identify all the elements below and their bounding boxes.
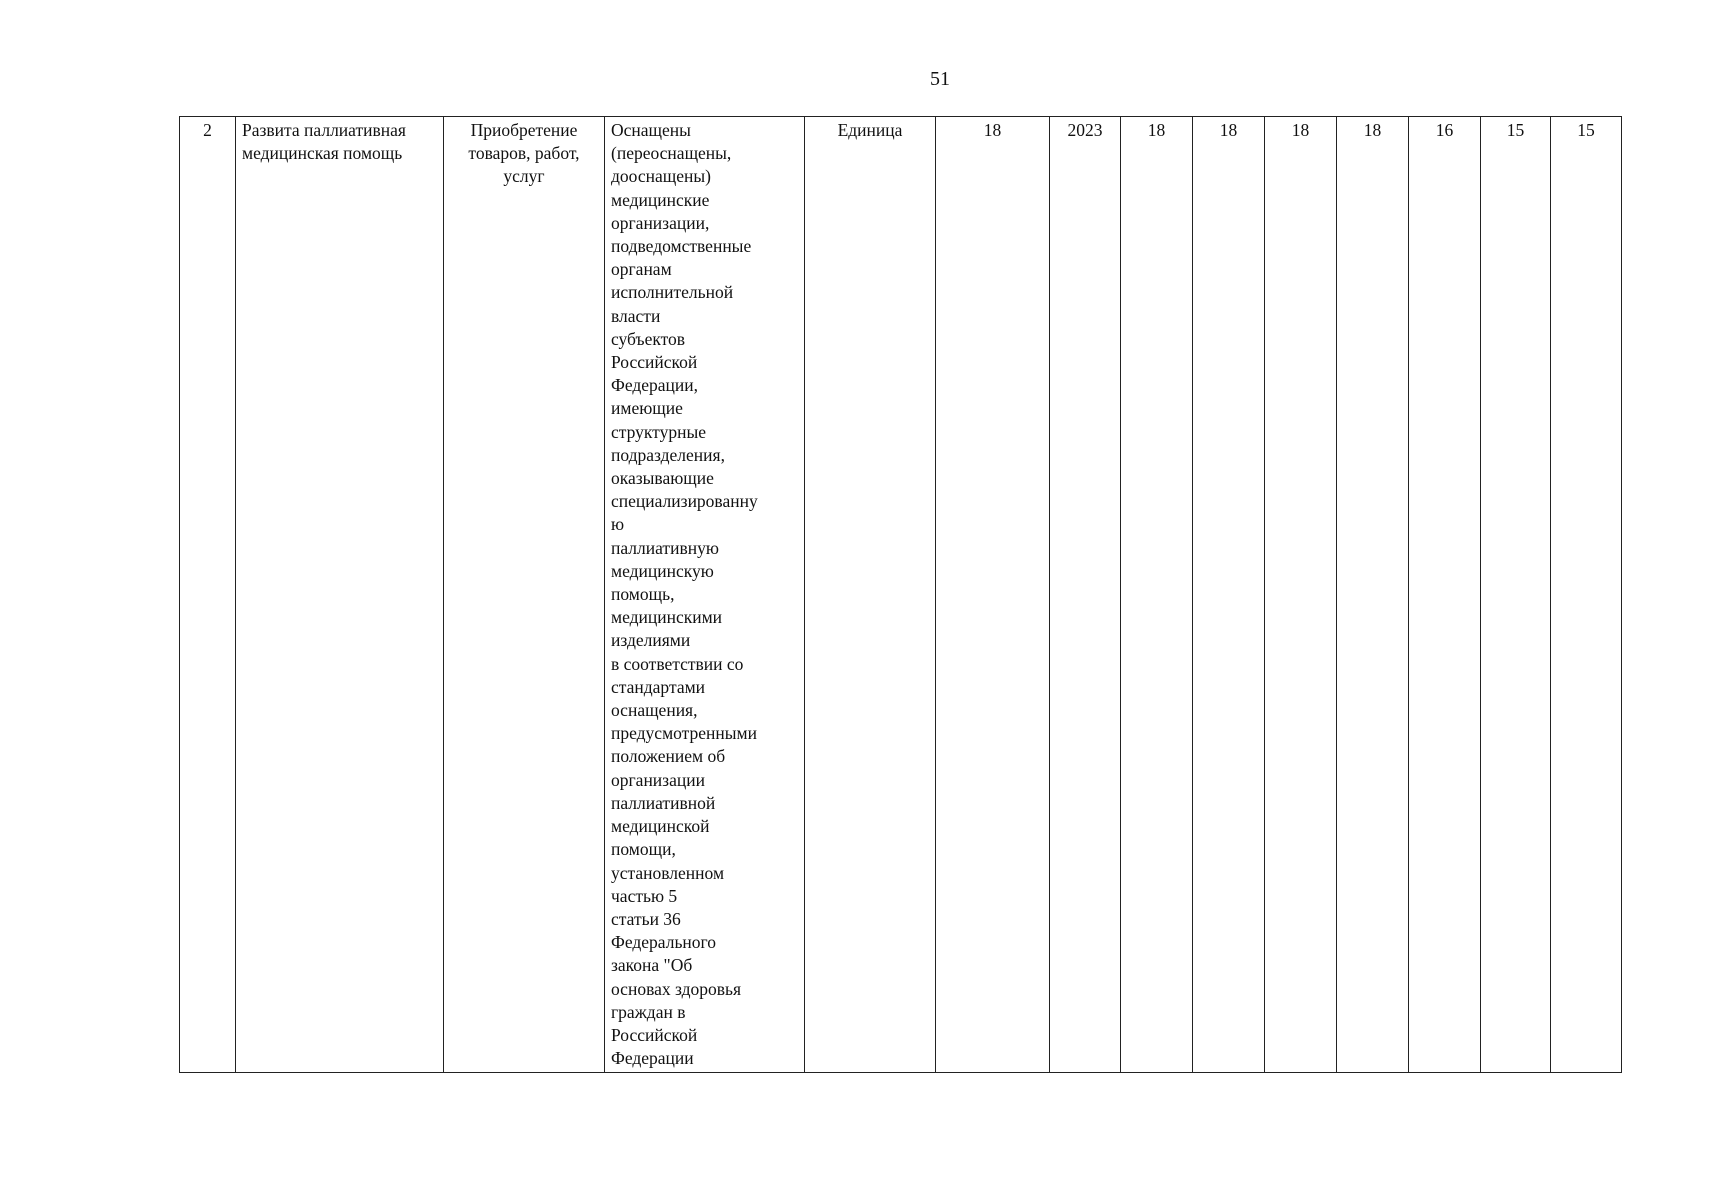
description-line: Федерации, — [611, 375, 699, 396]
description-line: Оснащены — [611, 120, 691, 140]
cell-value-5: 16 — [1409, 117, 1481, 1073]
description-line: подразделения, — [611, 444, 725, 465]
description-line: медицинскую — [611, 560, 714, 581]
description-line: дооснащены) — [611, 166, 711, 187]
description-line: организации — [611, 769, 705, 790]
description-line: установленном — [611, 862, 725, 883]
description-line: исполнительной — [611, 282, 734, 303]
cell-description — [605, 117, 805, 1073]
description-line: закона "Об — [611, 955, 693, 976]
table-row — [180, 117, 1622, 1073]
description-line: статьи 36 — [611, 908, 681, 929]
description-line: медицинские — [611, 189, 710, 210]
description-line: положением об — [611, 746, 726, 767]
description-line: Российской — [611, 352, 698, 373]
description-line: организации, — [611, 212, 710, 233]
description-line: стандартами — [611, 676, 706, 697]
results-table — [179, 116, 1622, 1073]
description-line: подведомственные — [611, 236, 752, 257]
description-line: Российской — [611, 1024, 698, 1045]
description-line: в соответствии со — [611, 653, 744, 674]
cell-value-2: 18 — [1193, 117, 1265, 1073]
cell-value-7: 15 — [1551, 117, 1622, 1073]
description-line: оснащения, — [611, 700, 698, 721]
cell-base-value: 18 — [936, 117, 1050, 1073]
cell-project: Развита паллиативная медицинская помощь — [236, 117, 444, 1073]
description-line: изделиями — [611, 630, 691, 651]
description-line: предусмотренными — [611, 723, 757, 744]
description-line: основах здоровья — [611, 978, 742, 999]
description-line: (переоснащены, — [611, 143, 732, 164]
description-line: медицинской — [611, 816, 710, 837]
cell-value-3: 18 — [1265, 117, 1337, 1073]
cell-activity: Приобретение товаров, работ, услуг — [444, 117, 605, 1073]
cell-value-6: 15 — [1481, 117, 1551, 1073]
description-line: помощи, — [611, 839, 676, 860]
description-line: паллиативную — [611, 537, 719, 558]
cell-base-year: 2023 — [1050, 117, 1121, 1073]
description-line: органам — [611, 259, 672, 280]
description-line: Федерального — [611, 932, 717, 953]
description-line: имеющие — [611, 398, 683, 419]
page-number: 51 — [930, 68, 950, 90]
description-line: ю — [611, 514, 625, 535]
description-line: Федерации — [611, 1048, 694, 1069]
description-line: субъектов — [611, 328, 686, 349]
description-line: структурные — [611, 421, 706, 442]
description-line: частью 5 — [611, 885, 678, 906]
cell-unit: Единица — [805, 117, 936, 1073]
cell-value-4: 18 — [1337, 117, 1409, 1073]
cell-number: 2 — [180, 117, 236, 1073]
description-line: специализированну — [611, 491, 758, 512]
description-line: власти — [611, 305, 661, 326]
description-line: помощь, — [611, 584, 675, 605]
cell-value-1: 18 — [1121, 117, 1193, 1073]
description-line: оказывающие — [611, 468, 714, 489]
description-line: граждан в — [611, 1001, 686, 1022]
description-line: паллиативной — [611, 792, 716, 813]
description-line: медицинскими — [611, 607, 723, 628]
